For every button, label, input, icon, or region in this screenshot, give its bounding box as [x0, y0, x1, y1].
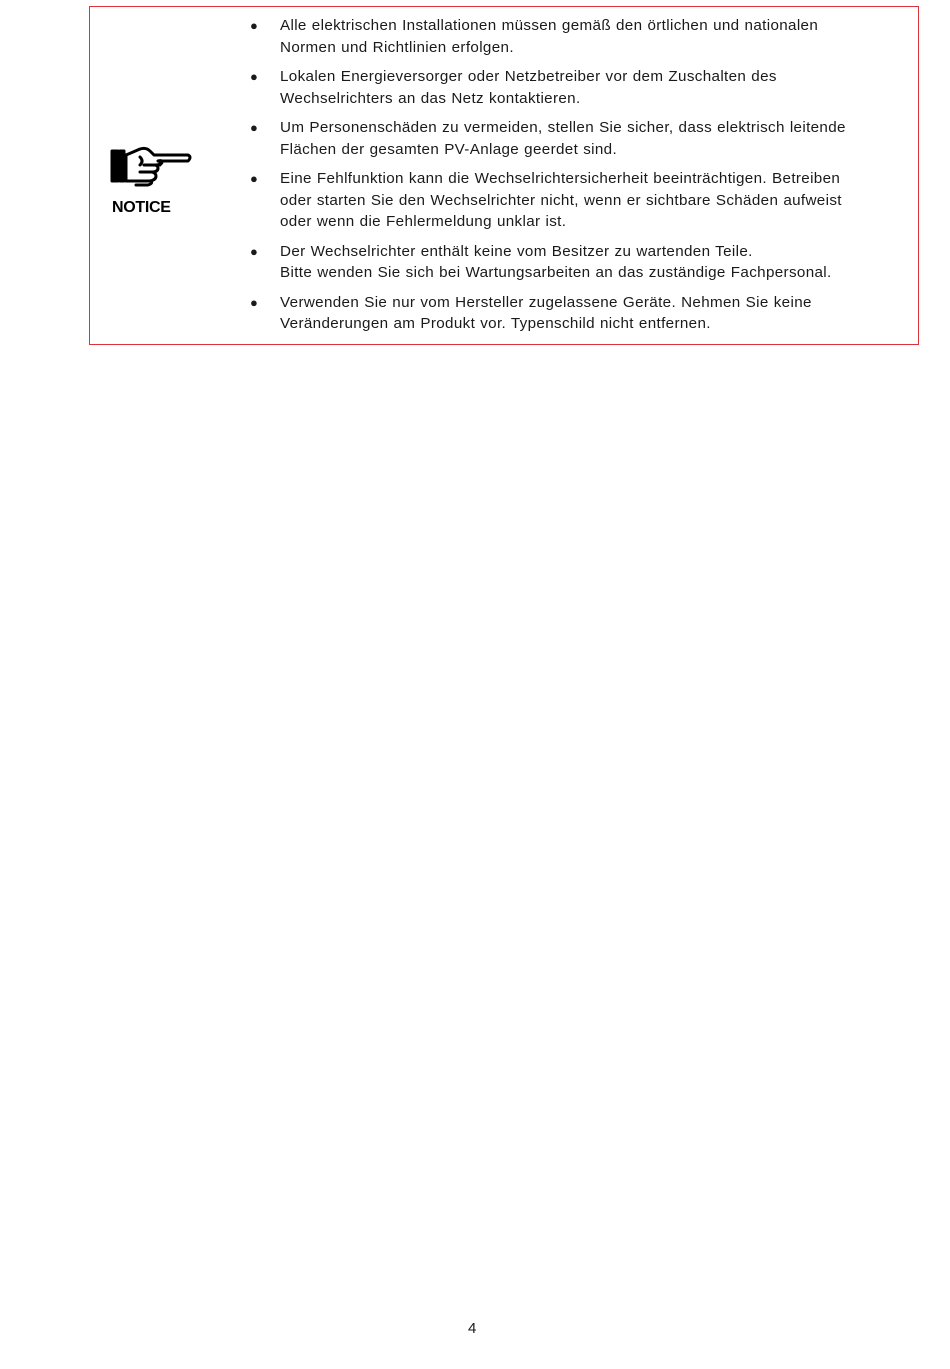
list-item [248, 117, 908, 160]
bullet-icon: ● [250, 243, 259, 259]
list-item-line: Alle elektrischen Installationen müssen gemäß den örtlichen und nationalen [280, 17, 819, 34]
notice-box [89, 6, 919, 345]
notice-list [248, 15, 908, 343]
bullet-icon: ● [250, 294, 259, 310]
list-item [248, 168, 908, 233]
bullet-icon: ● [250, 171, 259, 186]
list-item-line: Um Personenschäden zu vermeiden, stellen Sie sicher, dass elektrisch leitende [280, 119, 846, 136]
notice-icon-area [108, 143, 198, 223]
list-item-line: Veränderungen am Produkt vor. Typenschild nicht entfernen. [280, 315, 711, 332]
list-item [248, 292, 908, 335]
pointing-hand-icon [110, 143, 194, 189]
bullet-icon: ● [250, 120, 259, 135]
list-item [248, 15, 908, 58]
bullet-icon: ● [250, 69, 259, 84]
list-item-line: Flächen der gesamten PV-Anlage geerdet sind. [280, 140, 618, 158]
list-item-line: Eine Fehlfunktion kann die Wechselrichtersicherheit beeinträchtigen. Betreiben [280, 170, 841, 187]
list-item [248, 241, 908, 284]
list-item-line: Lokalen Energieversorger oder Netzbetreiber vor dem Zuschalten des [280, 68, 777, 85]
list-item-line: Der Wechselrichter enthält keine vom Besitzer zu wartenden Teile. [280, 242, 753, 260]
list-item-line: Verwenden Sie nur vom Hersteller zugelassene Geräte. Nehmen Sie keine [280, 293, 812, 311]
list-item-line: Bitte wenden Sie sich bei Wartungsarbeiten an das zuständige Fachpersonal. [280, 264, 832, 281]
list-item [248, 66, 908, 109]
list-item-line: oder starten Sie den Wechselrichter nicht, wenn er sichtbare Schäden aufweist [280, 191, 842, 209]
bullet-icon: ● [250, 18, 259, 33]
list-item-line: Normen und Richtlinien erfolgen. [280, 38, 514, 56]
notice-label: NOTICE [112, 199, 171, 216]
list-item-line: oder wenn die Fehlermeldung unklar ist. [280, 213, 567, 230]
page-number: 4 [468, 1320, 477, 1337]
list-item-line: Wechselrichters an das Netz kontaktieren. [280, 89, 581, 107]
